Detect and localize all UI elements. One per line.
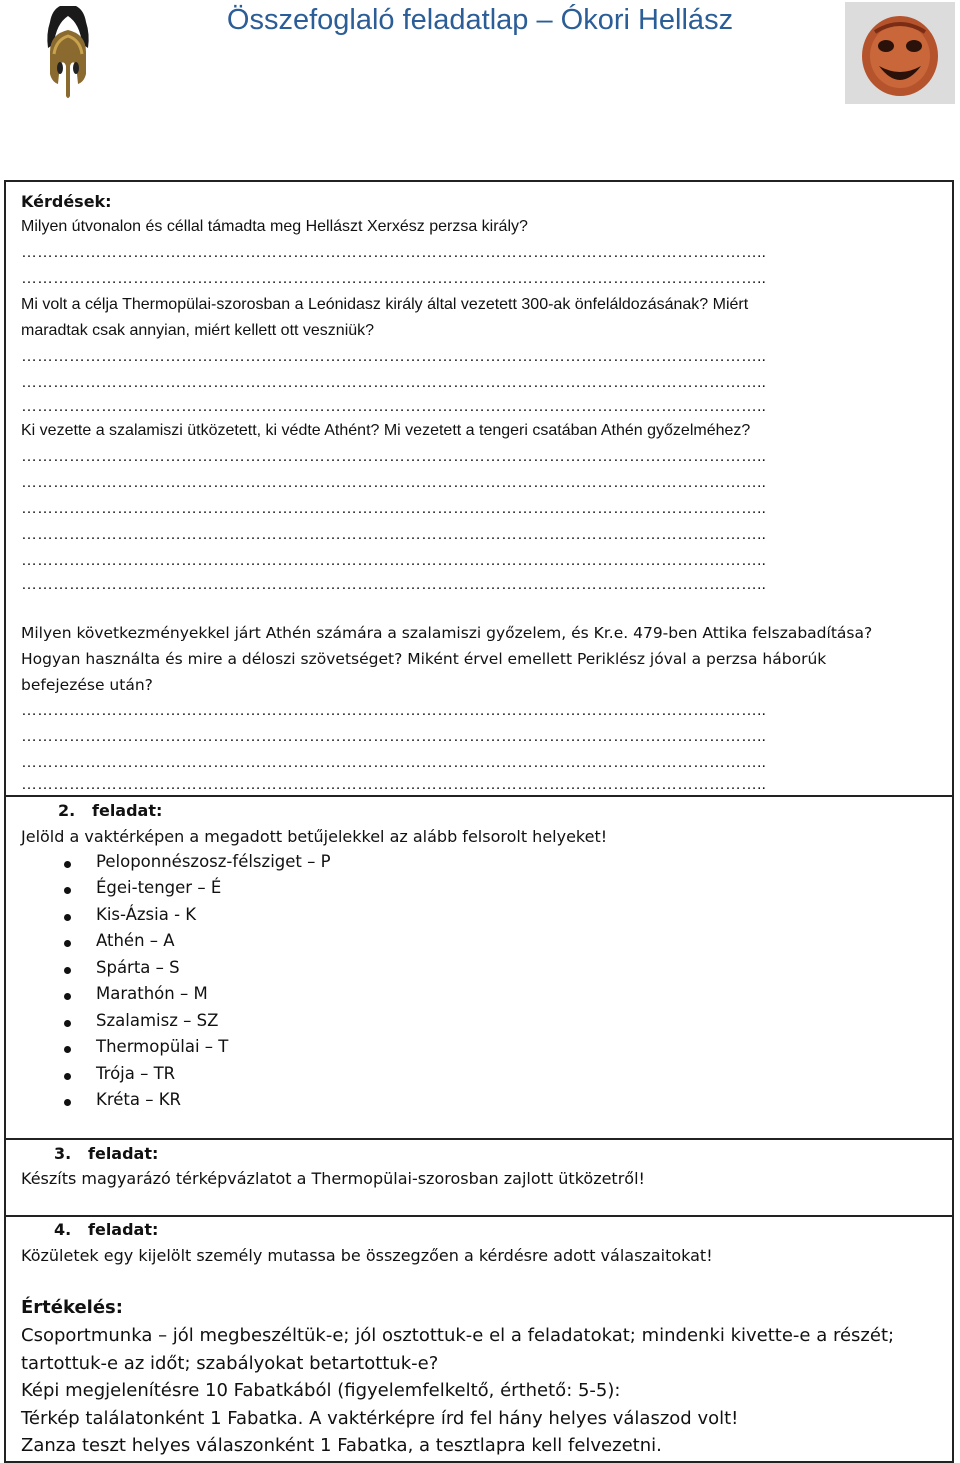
- bullet-icon: [64, 914, 71, 921]
- answer-line: …………………………………………………………………………………………………………………………..: [21, 244, 766, 261]
- task-2-heading: feladat:: [92, 801, 163, 820]
- bullet-icon: [64, 1020, 71, 1027]
- evaluation-line: tartottuk-e az időt; szabályokat betartottuk-e?: [21, 1353, 439, 1374]
- questions-heading: Kérdések:: [21, 192, 112, 211]
- place-item: Kis-Ázsia - K: [96, 905, 197, 924]
- question-4-continued: Hogyan használta és mire a déloszi szövetséget? Miként érvel emellett Periklész jóval a perzsa háborúk: [21, 650, 827, 668]
- answer-line: …………………………………………………………………………………………………………………………..: [21, 374, 766, 391]
- place-item: Szalamisz – SZ: [96, 1011, 219, 1030]
- bullet-icon: [64, 887, 71, 894]
- task-4-section: [4, 1215, 954, 1463]
- place-item: Kréta – KR: [96, 1090, 181, 1109]
- task-3-section: [4, 1138, 954, 1217]
- bullet-icon: [64, 1046, 71, 1053]
- bullet-icon: [64, 1099, 71, 1106]
- task-2-number: 2.: [58, 801, 76, 820]
- task-3-number: 3.: [54, 1144, 72, 1163]
- answer-line: …………………………………………………………………………………………………………………………..: [21, 754, 766, 771]
- task-2-section: [4, 797, 954, 1140]
- bullet-icon: [64, 967, 71, 974]
- question-1: Milyen útvonalon és céllal támadta meg Hellászt Xerxész perzsa király?: [21, 218, 528, 235]
- answer-line: …………………………………………………………………………………………………………………………..: [21, 348, 766, 365]
- answer-line: …………………………………………………………………………………………………………………………..: [21, 474, 766, 491]
- question-4-continued-2: befejezése után?: [21, 676, 153, 694]
- task-3-heading: feladat:: [88, 1144, 159, 1163]
- task-2-instruction: Jelöld a vaktérképen a megadott betűjelekkel az alább felsorolt helyeket!: [21, 827, 608, 846]
- answer-line: …………………………………………………………………………………………………………………………..: [21, 552, 766, 569]
- answer-line: …………………………………………………………………………………………………………………………..: [21, 500, 766, 517]
- answer-line: …………………………………………………………………………………………………………………………..: [21, 270, 766, 287]
- question-2-continued: maradtak csak annyian, miért kellett ott veszniük?: [21, 322, 375, 339]
- evaluation-line: Képi megjelenítésre 10 Fabatkából (figyelemfelkeltő, érthető: 5-5):: [21, 1380, 621, 1401]
- question-3: Ki vezette a szalamiszi ütközetett, ki védte Athént? Mi vezetett a tengeri csatában Athén győzelméhez?: [21, 422, 751, 439]
- question-4: Milyen következményekkel járt Athén számára a szalamiszi győzelem, és Kr.e. 479-ben Attika felszabadítása?: [21, 624, 873, 642]
- answer-line: …………………………………………………………………………………………………………………………..: [21, 576, 766, 593]
- answer-line: …………………………………………………………………………………………………………………………..: [21, 702, 766, 719]
- place-item: Peloponnészosz-félsziget – P: [96, 852, 331, 871]
- bullet-icon: [64, 940, 71, 947]
- evaluation-line: Zanza teszt helyes válaszonként 1 Fabatka, a tesztlapra kell felvezetni.: [21, 1435, 662, 1456]
- place-item: Athén – A: [96, 931, 175, 950]
- questions-section: [4, 180, 954, 797]
- task-3-instruction: Készíts magyarázó térképvázlatot a Thermopülai-szorosban zajlott ütközetről!: [21, 1169, 645, 1188]
- bullet-icon: [64, 993, 71, 1000]
- task-4-number: 4.: [54, 1220, 72, 1239]
- evaluation-line: Térkép találatonként 1 Fabatka. A vaktérképre írd fel hány helyes válaszod volt!: [21, 1408, 739, 1429]
- place-item: Marathón – M: [96, 984, 208, 1003]
- place-item: Égei-tenger – É: [96, 878, 222, 897]
- answer-line: …………………………………………………………………………………………………………………………..: [21, 526, 766, 543]
- bullet-icon: [64, 1073, 71, 1080]
- task-4-heading: feladat:: [88, 1220, 159, 1239]
- theatre-mask-image: [845, 2, 955, 104]
- place-item: Thermopülai – T: [96, 1037, 229, 1056]
- evaluation-line: Csoportmunka – jól megbeszéltük-e; jól osztottuk-e el a feladatokat; mindenki kivette-e a részét;: [21, 1325, 895, 1346]
- bullet-icon: [64, 861, 71, 868]
- page-header: [0, 0, 960, 120]
- answer-line: …………………………………………………………………………………………………………………………..: [21, 728, 766, 745]
- page-title: Összefoglaló feladatlap – Ókori Hellász: [226, 4, 734, 36]
- place-item: Spárta – S: [96, 958, 180, 977]
- question-2: Mi volt a célja Thermopülai-szorosban a Leónidasz király által vezetett 300-ak önfeláldozásának? Miért: [21, 296, 749, 313]
- task-4-instruction: Közületek egy kijelölt személy mutassa be összegzően a kérdésre adott válaszaitokat!: [21, 1246, 713, 1265]
- place-item: Trója – TR: [96, 1064, 176, 1083]
- answer-line: …………………………………………………………………………………………………………………………..: [21, 398, 766, 415]
- evaluation-heading: Értékelés:: [21, 1297, 123, 1318]
- answer-line: …………………………………………………………………………………………………………………………..: [21, 776, 766, 793]
- answer-line: …………………………………………………………………………………………………………………………..: [21, 448, 766, 465]
